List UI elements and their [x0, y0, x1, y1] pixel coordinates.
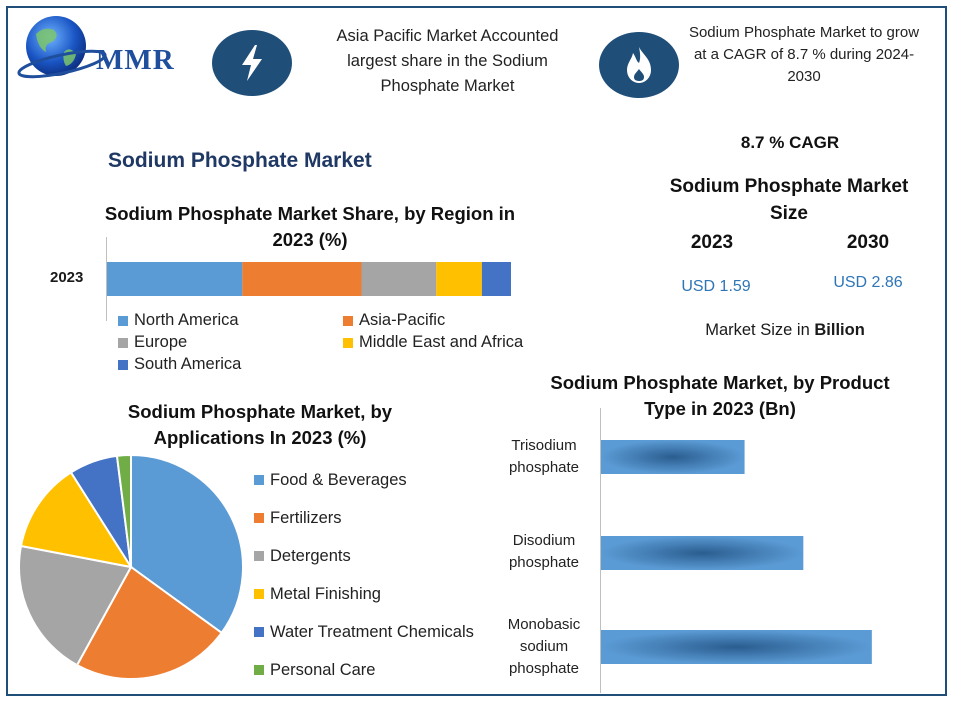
product-bar-monobasic-sodium-phosphate	[601, 630, 872, 664]
legend-asia-pacific	[343, 311, 568, 330]
legend-swatch	[254, 475, 264, 485]
unit-note-bold: Billion	[814, 321, 865, 339]
region-category-label: 2023	[50, 269, 84, 286]
legend-personal-care	[254, 651, 474, 689]
legend-metal-finishing	[254, 575, 474, 613]
unit-note-prefix: Market Size in	[705, 321, 810, 339]
legend-label: Food & Beverages	[270, 470, 407, 489]
product-bar-chart	[601, 430, 931, 680]
legend-label: Fertilizers	[270, 508, 342, 527]
legend-label: Middle East and Africa	[359, 333, 524, 351]
legend-swatch	[254, 513, 264, 523]
market-size-title: Sodium Phosphate Market Size	[669, 176, 909, 224]
year-2023-label: 2023	[690, 232, 734, 253]
year-2030-label: 2030	[846, 232, 890, 253]
legend-label: Metal Finishing	[270, 584, 381, 603]
legend-swatch	[343, 338, 353, 348]
legend-swatch	[254, 665, 264, 675]
header-right-text: Sodium Phosphate Market to grow at a CAGR of 8.7 % during 2024-2030	[688, 24, 920, 85]
legend-middle-east-africa	[343, 333, 568, 352]
applications-chart-title: Sodium Phosphate Market, by Applications In 2023 (%)	[127, 401, 393, 448]
lightning-icon	[212, 30, 292, 96]
product-bar-disodium-phosphate	[601, 536, 803, 570]
legend-europe	[118, 333, 343, 352]
product-label-monobasic: Monobasic sodium phosphate	[507, 616, 581, 677]
legend-label: Water Treatment Chemicals	[270, 622, 474, 641]
legend-water-treatment	[254, 613, 474, 651]
legend-fertilizers	[254, 499, 474, 537]
value-2030: USD 2.86	[833, 274, 903, 291]
legend-food-beverages	[254, 461, 474, 499]
legend-label: North America	[134, 311, 239, 329]
value-2023: USD 1.59	[681, 278, 751, 295]
legend-swatch	[254, 551, 264, 561]
product-label-trisodium: Trisodium phosphate	[508, 437, 580, 476]
region-segment-europe	[362, 262, 437, 296]
legend-swatch	[118, 316, 128, 326]
legend-label: Personal Care	[270, 660, 376, 679]
flame-icon	[599, 32, 679, 98]
header-left-text: Asia Pacific Market Accounted largest share in the Sodium Phosphate Market	[336, 27, 559, 95]
page-title: Sodium Phosphate Market	[108, 149, 372, 172]
legend-label: Asia-Pacific	[359, 311, 446, 329]
cagr-label: 8.7 % CAGR	[740, 133, 840, 152]
product-chart-title: Sodium Phosphate Market, by Product Type in 2023 (Bn)	[550, 372, 890, 419]
legend-label: Europe	[134, 333, 188, 351]
region-chart-title: Sodium Phosphate Market Share, by Region in 2023 (%)	[104, 203, 516, 250]
region-segment-middle-east-and-africa	[436, 262, 482, 296]
legend-detergents	[254, 537, 474, 575]
product-label-disodium: Disodium phosphate	[508, 532, 580, 571]
legend-swatch	[118, 338, 128, 348]
market-size-unit-note	[670, 321, 900, 340]
legend-south-america	[118, 355, 343, 374]
region-segment-south-america	[482, 262, 511, 296]
legend-swatch	[254, 627, 264, 637]
region-segment-asia-pacific	[242, 262, 361, 296]
legend-swatch	[343, 316, 353, 326]
region-stacked-bar	[107, 262, 511, 296]
product-bar-trisodium-phosphate	[601, 440, 745, 474]
legend-label: South America	[134, 355, 242, 373]
legend-swatch	[118, 360, 128, 370]
region-legend	[118, 311, 578, 374]
region-segment-north-america	[107, 262, 242, 296]
applications-pie-chart	[16, 452, 246, 682]
legend-north-america	[118, 311, 343, 330]
logo-text: MMR	[96, 44, 175, 76]
legend-label: Detergents	[270, 546, 351, 565]
applications-legend	[254, 461, 474, 689]
legend-swatch	[254, 589, 264, 599]
